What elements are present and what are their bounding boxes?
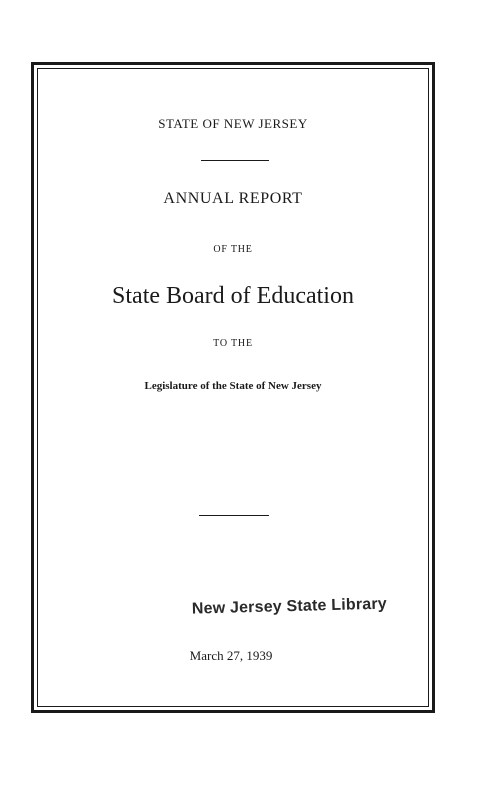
report-date: March 27, 1939 xyxy=(189,648,273,663)
board-title: State Board of Education xyxy=(112,283,354,309)
state-heading: STATE OF NEW JERSEY xyxy=(158,116,308,131)
library-stamp: New Jersey State Library xyxy=(191,595,388,618)
recipient-line: Legislature of the State of New Jersey xyxy=(144,380,322,392)
of-the-label: OF THE xyxy=(213,244,253,255)
report-title: ANNUAL REPORT xyxy=(163,190,303,207)
to-the-label: TO THE xyxy=(213,338,253,349)
divider-bottom xyxy=(199,515,269,516)
divider-top xyxy=(201,160,269,161)
